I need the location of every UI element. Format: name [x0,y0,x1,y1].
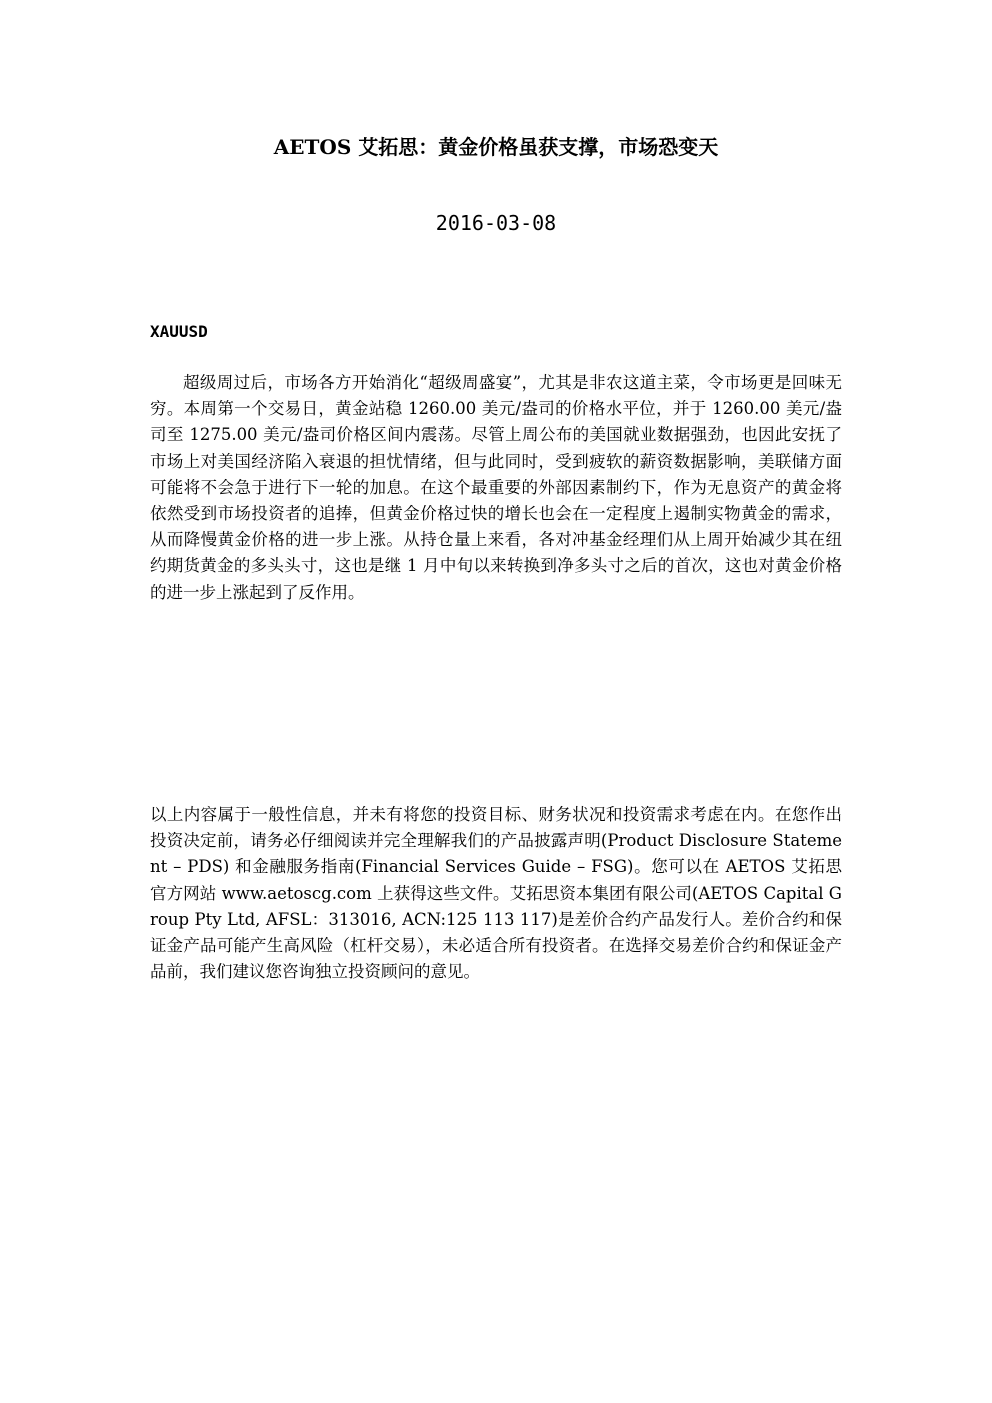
instrument-symbol: XAUUSD [150,322,208,341]
analysis-paragraph: 超级周过后，市场各方开始消化“超级周盛宴”，尤其是非农这道主菜，令市场更是回味无穷。本周第一个交易日，黄金站稳 1260.00 美元/盎司的价格水平位，并于 1260.00 美元/盎司至 1275.00 美元/盎司价格区间内震荡。尽管上周公布的美国就业数据强劲，也因此安抚了市场上对美国经济陷入衰退的担忧情绪，但与此同时，受到疲软的薪资数据影响，美联储方面可能将不会急于进行下一轮的加息。在这个最重要的外部因素制约下，作为无息资产的黄金将依然受到市场投资者的追捧，但黄金价格过快的增长也会在一定程度上遏制实物黄金的需求，从而降慢黄金价格的进一步上涨。从持仓量上来看，各对冲基金经理们从上周开始减少其在纽约期货黄金的多头头寸，这也是继 1 月中旬以来转换到净多头寸之后的首次，这也对黄金价格的进一步上涨起到了反作用。 [150,373,842,602]
disclaimer-paragraph: 以上内容属于一般性信息，并未有将您的投资目标、财务状况和投资需求考虑在内。在您作出投资决定前，请务必仔细阅读并完全理解我们的产品披露声明(Product Disclosure Statement – PDS) 和金融服务指南(Financial Services Guide – FSG)。您可以在 AETOS 艾拓思官方网站 www.aetoscg.com 上获得这些文件。艾拓思资本集团有限公司(AETOS Capital Group Pty Ltd, AFSL：313016, ACN:125 113 117)是差价合约产品发行人。差价合约和保证金产品可能产生高风险（杠杆交易），未必适合所有投资者。在选择交易差价合约和保证金产品前，我们建议您咨询独立投资顾问的意见。 [150,805,842,982]
document-date: 2016-03-08 [435,211,557,235]
document-title: AETOS 艾拓思：黄金价格虽获支撑，市场恐变天 [273,135,719,159]
